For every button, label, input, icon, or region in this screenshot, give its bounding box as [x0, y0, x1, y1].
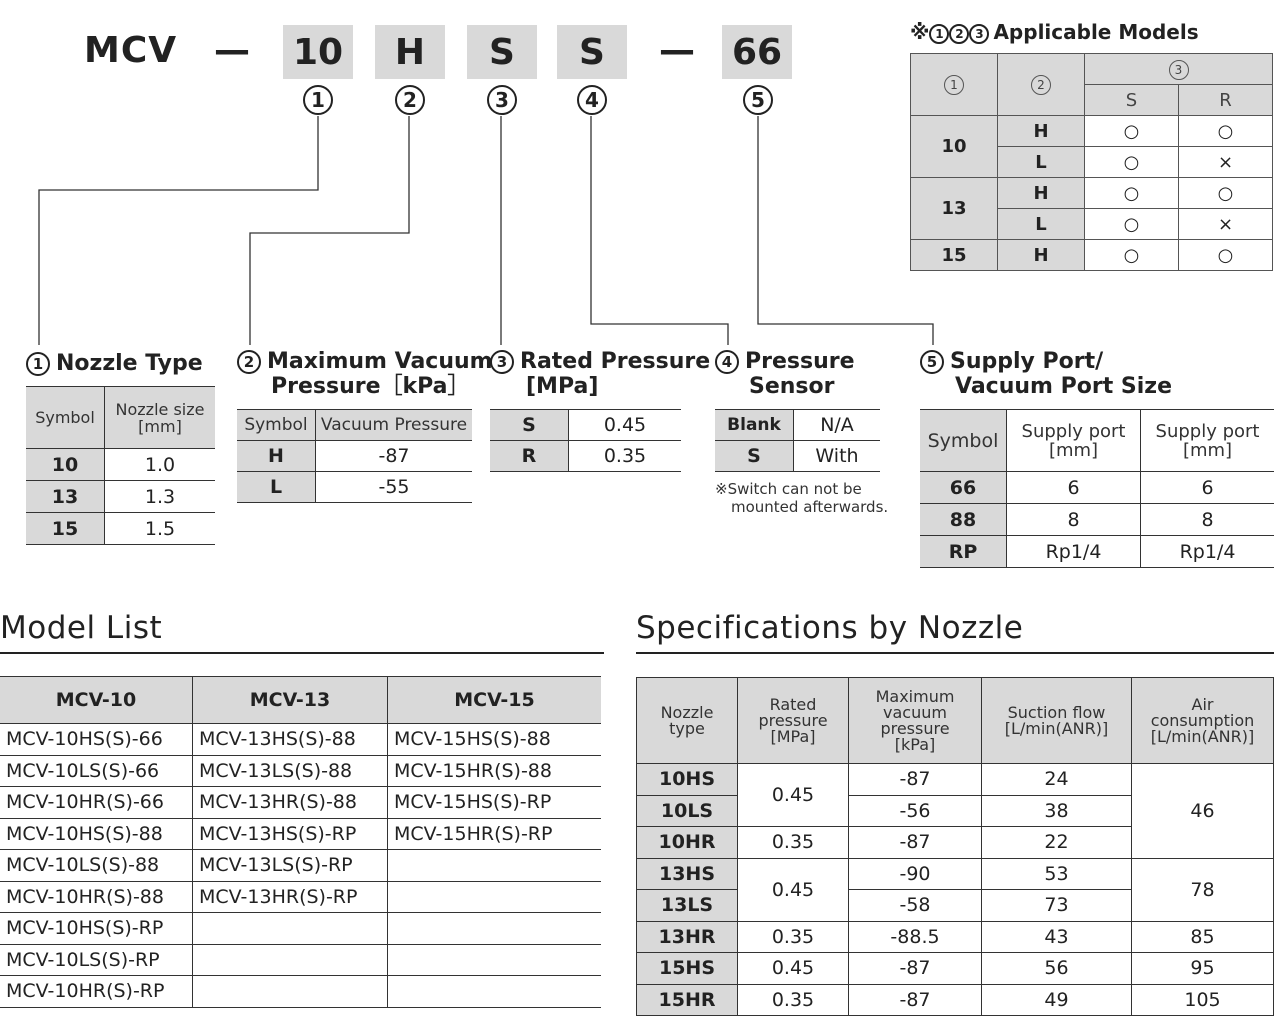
sensor-value: With [794, 441, 881, 472]
model-list-rule [0, 652, 604, 654]
spec-suction: 24 [982, 764, 1132, 796]
nozzle-head-symbol: Symbol [26, 387, 105, 449]
app-vac: H [998, 116, 1085, 147]
spec-head-type: Nozzle type [637, 678, 738, 764]
callout-number-2: 2 [395, 85, 425, 115]
port-head-supply: Supply port [mm] [1007, 410, 1141, 472]
specs-table [636, 677, 1274, 1016]
sensor-value: N/A [794, 410, 881, 441]
callout-number-3: 3 [487, 85, 517, 115]
app-s: ○ [1085, 116, 1179, 147]
spec-air: 95 [1132, 953, 1274, 985]
spec-type: 13HR [637, 921, 738, 953]
vacuum-value: -87 [316, 441, 473, 472]
model-cell: MCV-10HR(S)-88 [0, 881, 193, 913]
spec-type: 15HR [637, 984, 738, 1016]
vacuum-symbol: H [237, 441, 316, 472]
nozzle-table [26, 386, 215, 545]
connector-line-4 [591, 116, 728, 345]
port-symbol: 88 [920, 504, 1007, 536]
model-cell: MCV-10HR(S)-RP [0, 976, 193, 1008]
spec-suction: 56 [982, 953, 1132, 985]
sensor-table [715, 409, 880, 472]
nozzle-section-title: 1 Nozzle Type [26, 351, 203, 376]
app-r: ○ [1179, 116, 1273, 147]
model-cell [193, 944, 388, 976]
model-cell: MCV-13HR(S)-RP [193, 881, 388, 913]
vacuum-symbol: L [237, 472, 316, 503]
model-list-table [0, 676, 601, 1008]
model-cell: MCV-15HR(S)-88 [388, 755, 602, 787]
app-s: ○ [1085, 209, 1179, 240]
rated-value: 0.45 [569, 410, 682, 441]
sensor-section-title: 4 Pressure Sensor [715, 349, 855, 399]
app-vac: H [998, 178, 1085, 209]
connector-line-1 [39, 116, 318, 345]
app-r: ○ [1179, 240, 1273, 271]
connector-line-5 [758, 116, 933, 345]
spec-rated: 0.35 [738, 984, 849, 1016]
app-vac: H [998, 240, 1085, 271]
spec-vacuum: -87 [849, 984, 982, 1016]
spec-vacuum: -90 [849, 858, 982, 890]
port-symbol: 66 [920, 472, 1007, 504]
callout-number-1: 1 [303, 85, 333, 115]
nozzle-size: 1.3 [105, 481, 216, 513]
spec-rated: 0.35 [738, 827, 849, 859]
vacuum-head-symbol: Symbol [237, 410, 316, 441]
spec-suction: 49 [982, 984, 1132, 1016]
spec-rated: 0.35 [738, 921, 849, 953]
model-cell [193, 976, 388, 1008]
specs-rule [636, 652, 1274, 654]
note-mark: ※ [910, 20, 930, 44]
code-segment-nozzle: 10 [283, 25, 353, 79]
port-supply: Rp1/4 [1007, 536, 1141, 568]
app-vac: L [998, 209, 1085, 240]
model-list-head: MCV-15 [388, 677, 602, 724]
rated-table [490, 409, 681, 472]
model-prefix: MCV [84, 30, 178, 71]
nozzle-size: 1.5 [105, 513, 216, 545]
spec-vacuum: -87 [849, 827, 982, 859]
spec-suction: 22 [982, 827, 1132, 859]
rated-symbol: R [490, 441, 569, 472]
rated-symbol: S [490, 410, 569, 441]
app-size: 10 [911, 116, 998, 178]
spec-type: 13HS [637, 858, 738, 890]
sensor-note: ※Switch can not be mounted afterwards. [715, 480, 889, 516]
code-dash-2: — [659, 30, 695, 71]
spec-air: 78 [1132, 858, 1274, 921]
app-r: × [1179, 147, 1273, 178]
port-vacuum: 6 [1141, 472, 1275, 504]
model-cell: MCV-13LS(S)-RP [193, 850, 388, 882]
spec-head-suction: Suction flow [L/min(ANR)] [982, 678, 1132, 764]
model-cell: MCV-15HS(S)-88 [388, 724, 602, 756]
model-cell [388, 881, 602, 913]
spec-type: 13LS [637, 890, 738, 922]
model-cell: MCV-10HS(S)-RP [0, 913, 193, 945]
spec-vacuum: -88.5 [849, 921, 982, 953]
spec-vacuum: -58 [849, 890, 982, 922]
spec-suction: 38 [982, 795, 1132, 827]
spec-air: 105 [1132, 984, 1274, 1016]
model-cell [388, 850, 602, 882]
port-vacuum: 8 [1141, 504, 1275, 536]
title-num-1: 1 [929, 24, 949, 44]
spec-type: 10LS [637, 795, 738, 827]
nozzle-symbol: 13 [26, 481, 105, 513]
model-cell: MCV-13HS(S)-RP [193, 818, 388, 850]
section-number-2: 2 [237, 350, 261, 374]
spec-vacuum: -87 [849, 953, 982, 985]
app-s: ○ [1085, 178, 1179, 209]
vacuum-head-pressure: Vacuum Pressure [316, 410, 473, 441]
section-number-1: 1 [26, 352, 50, 376]
model-cell: MCV-10LS(S)-66 [0, 755, 193, 787]
vacuum-table [237, 409, 472, 503]
app-r: × [1179, 209, 1273, 240]
connector-line-2 [250, 116, 409, 345]
app-r: ○ [1179, 178, 1273, 209]
vacuum-value: -55 [316, 472, 473, 503]
model-cell: MCV-15HS(S)-RP [388, 787, 602, 819]
app-s: ○ [1085, 147, 1179, 178]
specs-title: Specifications by Nozzle [636, 610, 1024, 646]
rated-value: 0.35 [569, 441, 682, 472]
nozzle-head-size: Nozzle size [mm] [105, 387, 216, 449]
spec-suction: 53 [982, 858, 1132, 890]
nozzle-symbol: 15 [26, 513, 105, 545]
spec-suction: 73 [982, 890, 1132, 922]
spec-head-vacuum: Maximum vacuum pressure [kPa] [849, 678, 982, 764]
port-section-title: 5 Supply Port/ Vacuum Port Size [920, 349, 1172, 399]
port-table [920, 409, 1274, 568]
model-cell: MCV-10HS(S)-88 [0, 818, 193, 850]
port-supply: 6 [1007, 472, 1141, 504]
code-segment-vacuum: H [375, 25, 445, 79]
applicable-title [910, 20, 1199, 44]
callout-number-5: 5 [743, 85, 773, 115]
code-dash-1: — [214, 30, 250, 71]
model-cell: MCV-10LS(S)-88 [0, 850, 193, 882]
spec-rated: 0.45 [738, 953, 849, 985]
spec-type: 15HS [637, 953, 738, 985]
code-segment-rated: S [467, 25, 537, 79]
callout-number-4: 4 [577, 85, 607, 115]
spec-rated: 0.45 [738, 764, 849, 827]
port-symbol: RP [920, 536, 1007, 568]
spec-head-rated: Rated pressure [MPa] [738, 678, 849, 764]
port-vacuum: Rp1/4 [1141, 536, 1275, 568]
applicable-title-text: Applicable Models [993, 20, 1199, 44]
section-number-3: 3 [490, 350, 514, 374]
model-cell [193, 913, 388, 945]
model-cell: MCV-10HS(S)-66 [0, 724, 193, 756]
nozzle-size: 1.0 [105, 449, 216, 481]
app-sub-s: S [1085, 85, 1179, 116]
model-cell: MCV-10HR(S)-66 [0, 787, 193, 819]
spec-air: 85 [1132, 921, 1274, 953]
model-cell: MCV-13HR(S)-88 [193, 787, 388, 819]
app-vac: L [998, 147, 1085, 178]
app-sub-r: R [1179, 85, 1273, 116]
code-segment-port: 66 [722, 25, 792, 79]
section-number-5: 5 [920, 350, 944, 374]
model-cell: MCV-15HR(S)-RP [388, 818, 602, 850]
nozzle-symbol: 10 [26, 449, 105, 481]
spec-type: 10HR [637, 827, 738, 859]
applicable-table [910, 53, 1273, 271]
app-s: ○ [1085, 240, 1179, 271]
model-cell [388, 944, 602, 976]
port-supply: 8 [1007, 504, 1141, 536]
sensor-symbol: S [715, 441, 794, 472]
title-num-3: 3 [969, 24, 989, 44]
port-head-vacuum: Supply port [mm] [1141, 410, 1275, 472]
spec-type: 10HS [637, 764, 738, 796]
spec-suction: 43 [982, 921, 1132, 953]
app-size: 13 [911, 178, 998, 240]
rated-section-title: 3 Rated Pressure [MPa] [490, 349, 710, 399]
model-cell: MCV-13HS(S)-88 [193, 724, 388, 756]
model-list-title: Model List [0, 610, 163, 646]
title-num-2: 2 [949, 24, 969, 44]
vacuum-section-title: 2 Maximum Vacuum Pressure［kPa］ [237, 349, 493, 399]
spec-vacuum: -56 [849, 795, 982, 827]
app-head-2: 2 [998, 54, 1085, 116]
spec-vacuum: -87 [849, 764, 982, 796]
app-head-3: 3 [1085, 54, 1273, 85]
model-cell: MCV-13LS(S)-88 [193, 755, 388, 787]
sensor-symbol: Blank [715, 410, 794, 441]
port-head-symbol: Symbol [920, 410, 1007, 472]
app-size: 15 [911, 240, 998, 271]
model-cell [388, 913, 602, 945]
model-list-head: MCV-10 [0, 677, 193, 724]
spec-head-air: Air consumption [L/min(ANR)] [1132, 678, 1274, 764]
model-cell: MCV-10LS(S)-RP [0, 944, 193, 976]
section-number-4: 4 [715, 350, 739, 374]
spec-air: 46 [1132, 764, 1274, 859]
app-head-1: 1 [911, 54, 998, 116]
code-segment-sensor: S [557, 25, 627, 79]
model-cell [388, 976, 602, 1008]
model-list-head: MCV-13 [193, 677, 388, 724]
spec-rated: 0.45 [738, 858, 849, 921]
